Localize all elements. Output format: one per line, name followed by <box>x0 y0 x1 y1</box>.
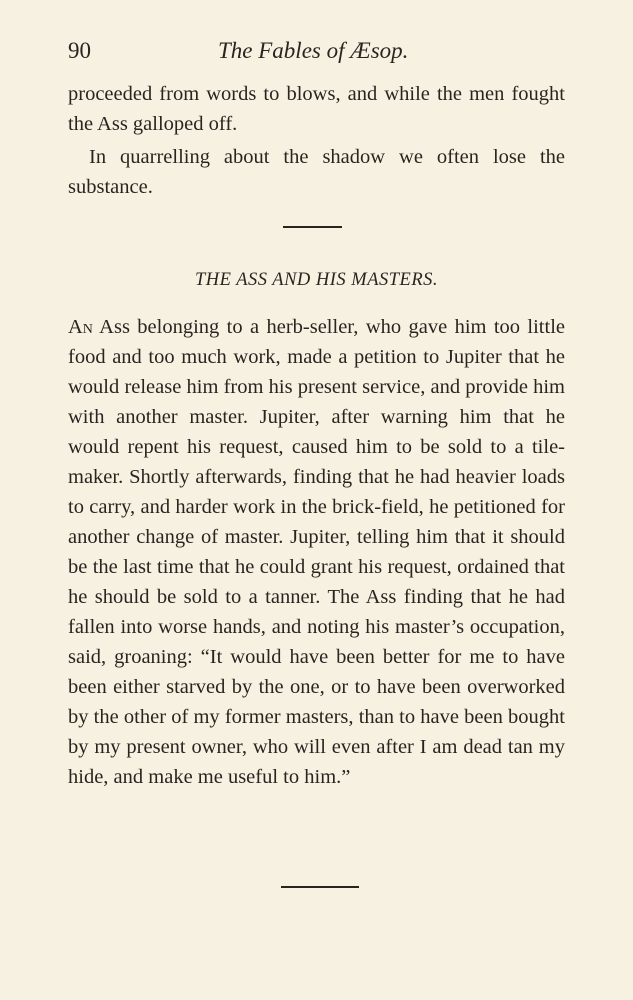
previous-fable-ending: proceeded from words to blows, and while the men fought the Ass galloped off. <box>68 83 565 135</box>
section-divider <box>283 226 342 228</box>
fable-body-text: Ass belonging to a herb-seller, who gave him too little food and too much work, made a petition to Jupiter that he would release him from his present service, and provide him with another master. Jupiter, after warning him that he would repent his request, caused him to be sold to a tile-maker. Shortly afterwards, finding that he had heavier loads to carry, and harder work in the brick-field, he petitioned for another change of master. Jupiter, telling him that it should be the last time that he could grant his request, ordained that he should be sold to a tanner. The Ass finding that he had fallen into worse hands, and noting his master’s occupation, said, groaning: “It would have been better for me to have been either starved by the one, or to have been overworked by the other of my former masters, than to have been bought by my present owner, who will even after I am dead tan my hide, and make me useful to him.” <box>68 316 565 788</box>
opening-word: An <box>68 316 93 338</box>
end-divider <box>281 886 359 888</box>
page-number: 90 <box>68 38 91 63</box>
running-title: The Fables of Æsop. <box>218 38 409 63</box>
fable-body <box>68 312 565 792</box>
previous-fable-moral: In quarrelling about the shadow we often lose the substance. <box>68 146 565 198</box>
page-header <box>68 38 565 72</box>
fable-title: THE ASS AND HIS MASTERS. <box>194 270 439 290</box>
